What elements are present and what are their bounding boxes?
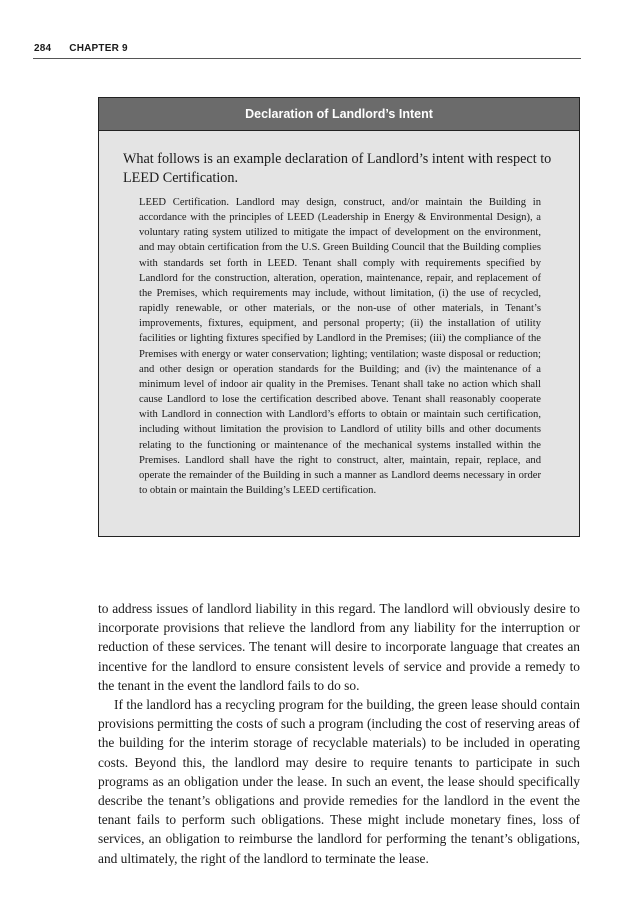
chapter-label: CHAPTER 9 [69,43,128,54]
leed-clause-text: LEED Certification. Landlord may design, construct, and/or maintain the Building in accordance with the principles of LEED (Leadership in Energy & Environmental Design), a voluntary rating system utilized to mitigate the impact of development on the environment, and may obtain certification from the U.S. Green Building Council that the Building complies with standards set forth in LEED. Tenant shall comply with requirements specified by Landlord for the construction, alteration, operation, maintenance, repair, and replacement of the Premises, which requirements may include, without limitation, (i) the use of recycled, rapidly renewable, or other materials, or the non-use of other materials, in Tenant’s improvements, fixtures, equipment, and personal property; (ii) the installation of utility facilities or lighting fixtures specified by Landlord in the Premises; (iii) the compliance of the Premises with energy or water conservation; lighting; ventilation; waste disposal or reduction; and other design or operation standards for the Building; and (iv) the maintenance of a minimum level of indoor air quality in the Premises. Tenant shall take no action which shall cause Landlord to lose the certification described above. Tenant shall reasonably cooperate with Landlord in connection with Landlord’s efforts to obtain or maintain such certification, including without limitation the provision to Landlord of utility bills and other documents relating to the functioning or maintenance of the mechanical systems installed within the Premises. Landlord shall have the right to construct, alter, maintain, repair, replace, and operate the remainder of the Building in such a manner as Landlord deems necessary in order to obtain or maintain the Building’s LEED certification. [139,197,541,496]
sidebar-box-intro: What follows is an example declaration of Landlord’s intent with respect to LEED Certification. [123,151,552,186]
body-paragraph-1: to address issues of landlord liability in this regard. The landlord will obviously desire to incorporate provisions that relieve the landlord from any liability for the interruption or reduction of these services. The tenant will desire to incorporate language that creates an incentive for the landlord to ensure consistent levels of service and provide a remedy to the tenant in the event the landlord fails to do so. [98,601,580,693]
header-rule [33,58,581,59]
body-paragraph-2: If the landlord has a recycling program for the building, the green lease should contain provisions permitting the costs of such a program (including the cost of reserving areas of the building for the interim storage of recyclable materials) to be included in operating costs. Beyond this, the landlord may desire to require tenants to participate in such programs as an obligation under the lease. In such an event, the lease should specifically describe the tenant’s obligations and provide remedies for the landlord in the event the tenant fails to perform such obligations. These might include monetary fines, loss of services, an obligation to reimburse the landlord for performing the tenant’s obligations, and ultimately, the right of the landlord to terminate the lease. [98,697,580,866]
running-head [34,43,580,55]
sidebar-box-title: Declaration of Landlord’s Intent [99,98,579,131]
sidebar-box [98,97,580,537]
body-text [98,599,580,868]
page-number: 284 [34,43,52,54]
